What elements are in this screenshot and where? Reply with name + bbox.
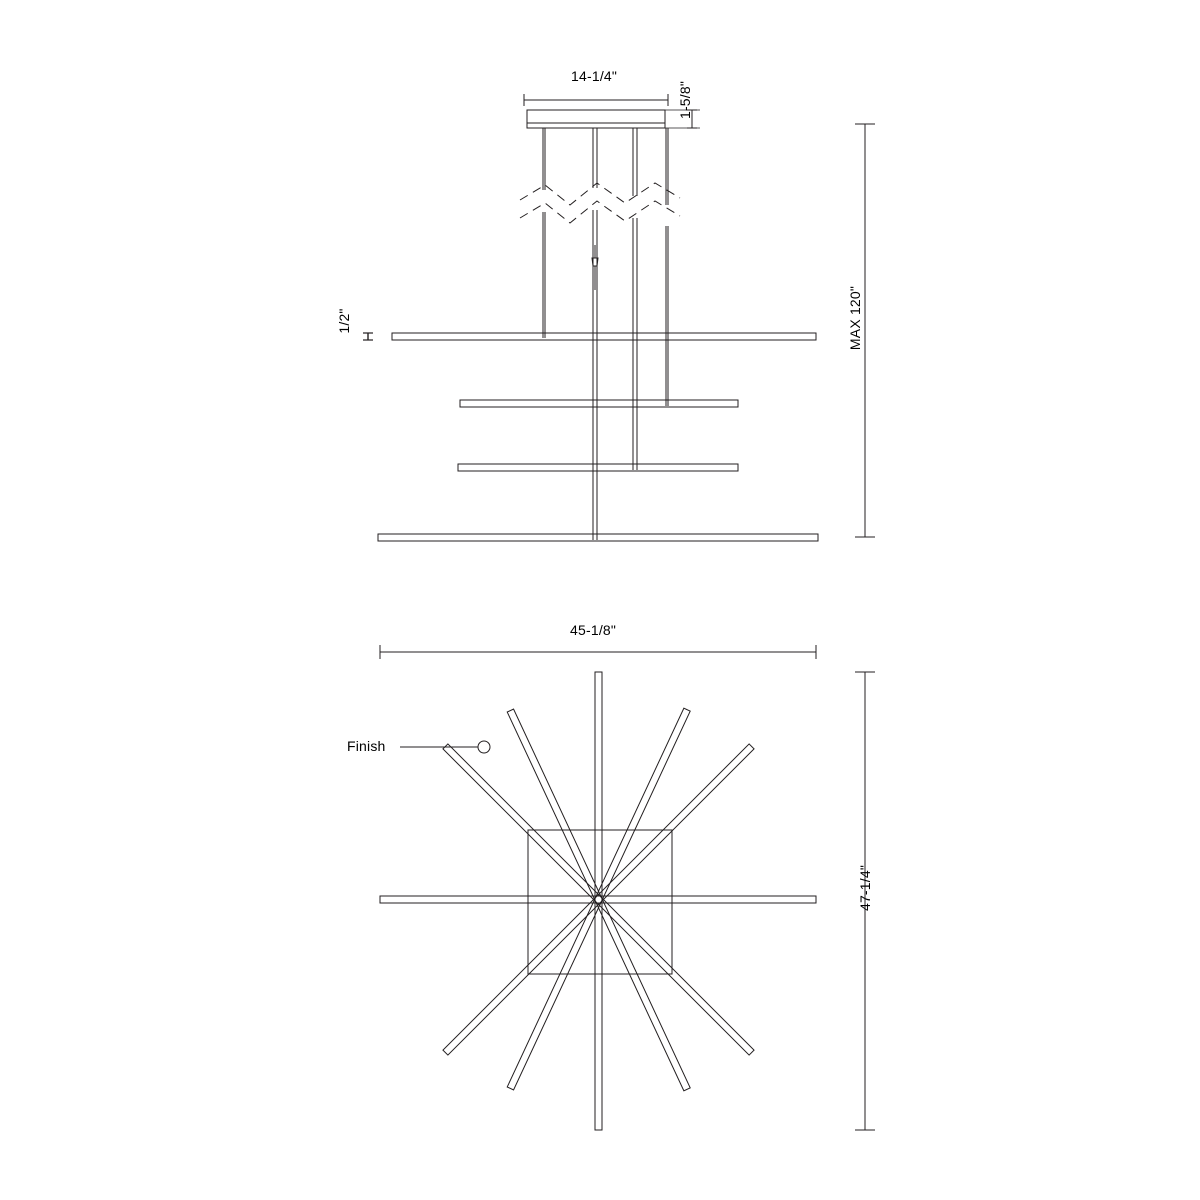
canopy — [527, 110, 665, 128]
canopy-height-label: 1-5/8" — [677, 80, 693, 120]
light-bar-plan-diagonal-b — [443, 744, 754, 1055]
break-symbol — [520, 183, 680, 223]
suspension-cables-lower — [543, 210, 668, 540]
plan-width-label: 45-1/8" — [570, 622, 617, 638]
suspension-cables — [543, 128, 668, 205]
canopy-plan — [528, 830, 672, 974]
light-bar-plan-diagonal-c — [507, 709, 690, 1091]
light-bar-elevation-4 — [378, 534, 818, 541]
light-bar-elevation-3 — [458, 464, 738, 471]
canopy-width-label: 14-1/4" — [571, 68, 618, 84]
light-bar-plan-vertical — [595, 672, 602, 1130]
plan-view — [380, 645, 875, 1130]
plan-width-dimension — [380, 645, 816, 659]
plan-depth-label: 47-1/4" — [857, 864, 873, 912]
light-bar-plan-diagonal-d — [507, 708, 690, 1090]
bar-thickness-label: 1/2" — [336, 308, 352, 334]
bar-thickness-dimension — [363, 333, 373, 340]
light-bar-plan-diagonal-a — [443, 744, 754, 1055]
light-bar-elevation-2 — [460, 400, 738, 407]
light-bar-plan-horizontal — [380, 896, 816, 903]
finish-callout-label: Finish — [347, 738, 386, 754]
canopy-width-dimension — [524, 94, 668, 106]
light-bar-elevation-1 — [392, 333, 816, 340]
max-drop-label: MAX 120" — [847, 285, 863, 351]
elevation-view — [363, 94, 875, 541]
